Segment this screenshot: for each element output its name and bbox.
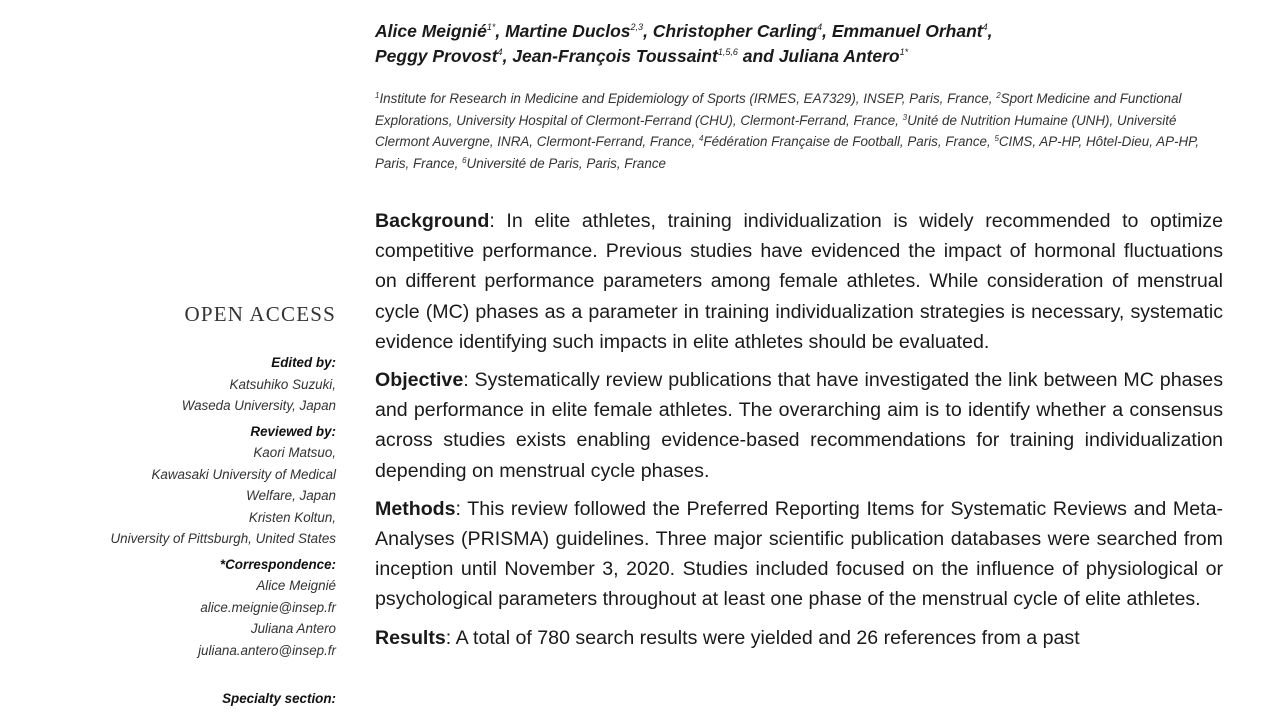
- section-label: Background: [375, 210, 490, 232]
- author-affiliation-marker: 1,5,6: [717, 47, 738, 57]
- affiliation-text: CIMS, AP-HP, Hôtel-Dieu, AP-HP, Paris, France,: [375, 134, 1200, 171]
- author-name: Jean-François Toussaint: [512, 46, 718, 66]
- affiliation-text: Institute for Research in Medicine and Epidemiology of Sports (IRMES, EA7329), INSEP, Paris, France,: [379, 91, 997, 106]
- correspondent-name: Alice Meignié: [256, 578, 336, 593]
- author-name: Emmanuel Orhant: [831, 21, 983, 41]
- affiliation-number: 2: [996, 91, 1001, 100]
- author-list: [375, 19, 1235, 69]
- author-name: Peggy Provost: [375, 46, 498, 66]
- abstract: [375, 206, 1223, 661]
- reviewer-line: Welfare, Japan: [246, 488, 336, 503]
- section-label: Results: [375, 626, 446, 649]
- author-separator: ,: [822, 21, 832, 41]
- author-name: Alice Meignié: [375, 21, 487, 41]
- author-separator: and: [737, 46, 779, 66]
- abstract-results: [375, 623, 1223, 653]
- abstract-objective: [375, 365, 1223, 486]
- affiliation-number: 3: [902, 112, 908, 122]
- author-affiliation-marker: 1*: [486, 22, 496, 32]
- affiliation-text: Unité de Nutrition Humaine (UNH), Université Clermont Auvergne, INRA, Clermont-Ferrand, France,: [375, 112, 1177, 149]
- affiliation-text: Fédération Française de Football, Paris, France,: [703, 134, 995, 149]
- abstract-background: [375, 206, 1223, 357]
- correspondence-heading: *Correspondence:: [219, 556, 336, 572]
- affiliation-text: Sport Medicine and Functional Explorations, University Hospital of Clermont-Ferrand (CHU), Clermont-Ferrand, France,: [375, 91, 1182, 128]
- reviewer-line: University of Pittsburgh, United States: [110, 531, 336, 546]
- reviewer-line: Kaori Matsuo,: [253, 445, 336, 460]
- author-separator: ,: [643, 21, 653, 41]
- open-access-badge: OPEN ACCESS: [184, 302, 336, 326]
- section-text: : This review followed the Preferred Reporting Items for Systematic Reviews and Meta-Analyses (PRISMA) guidelines. Three major scientific publication databases were searched from inception until November 3, 2020. Studies included focused on the influence of physiological or psychological parameters throughout at least one phase of the menstrual cycle of elite athletes.: [375, 497, 1223, 611]
- section-text: : In elite athletes, training individualization is widely recommended to optimize competitive performance. Previous studies have evidenced the impact of hormonal fluctuations on different performance parameters among female athletes. While consideration of menstrual cycle (MC) phases as a parameter in training individualization strategies is necessary, systematic evidence identifying such impacts in elite athletes should be evaluated.: [375, 210, 1223, 353]
- correspondent-name: Juliana Antero: [250, 621, 336, 636]
- article-sidebar: [0, 300, 336, 710]
- author-separator: ,: [987, 21, 993, 41]
- affiliation-number: 4: [698, 134, 704, 143]
- affiliation-text: Université de Paris, Paris, France: [466, 155, 666, 171]
- abstract-methods: [375, 494, 1223, 615]
- reviewer-line: Kawasaki University of Medical: [151, 466, 336, 482]
- affiliation-number: 1: [375, 91, 380, 100]
- editor-line: Waseda University, Japan: [181, 398, 336, 413]
- author-affiliation-marker: 4: [982, 22, 988, 32]
- section-label: Methods: [375, 497, 456, 520]
- author-affiliation-marker: 4: [817, 22, 823, 32]
- correspondent-email-link[interactable]: alice.meignie@insep.fr: [200, 599, 336, 615]
- edited-by-heading: Edited by:: [271, 355, 336, 370]
- author-affiliation-marker: 1*: [899, 47, 909, 57]
- reviewer-line: Kristen Koltun,: [248, 509, 336, 525]
- author-line-1: [375, 19, 1235, 44]
- author-line-2: [375, 44, 1235, 69]
- reviewed-by-heading: Reviewed by:: [250, 423, 336, 439]
- author-name: Juliana Antero: [778, 46, 900, 66]
- section-label: Objective: [375, 369, 464, 392]
- specialty-section-heading: Specialty section:: [222, 691, 336, 706]
- author-affiliation-marker: 4: [497, 47, 503, 57]
- affiliation-number: 5: [994, 134, 999, 143]
- affiliation-number: 6: [462, 155, 467, 165]
- author-name: Martine Duclos: [505, 21, 631, 41]
- author-separator: ,: [502, 46, 513, 66]
- author-separator: ,: [495, 21, 506, 41]
- author-affiliation-marker: 2,3: [630, 22, 644, 32]
- section-text: : A total of 780 search results were yielded and 26 references from a past: [445, 626, 1080, 649]
- affiliation-list: [375, 88, 1225, 174]
- correspondent-email-link[interactable]: juliana.antero@insep.fr: [198, 642, 336, 658]
- section-text: : Systematically review publications that have investigated the link between MC phases and performance in elite female athletes. The overarching aim is to identify whether a consensus across studies exists enabling evidence-based recommendations for training individualization depending on menstrual cycle phases.: [375, 369, 1223, 482]
- author-name: Christopher Carling: [652, 21, 818, 41]
- editor-line: Katsuhiko Suzuki,: [229, 376, 336, 392]
